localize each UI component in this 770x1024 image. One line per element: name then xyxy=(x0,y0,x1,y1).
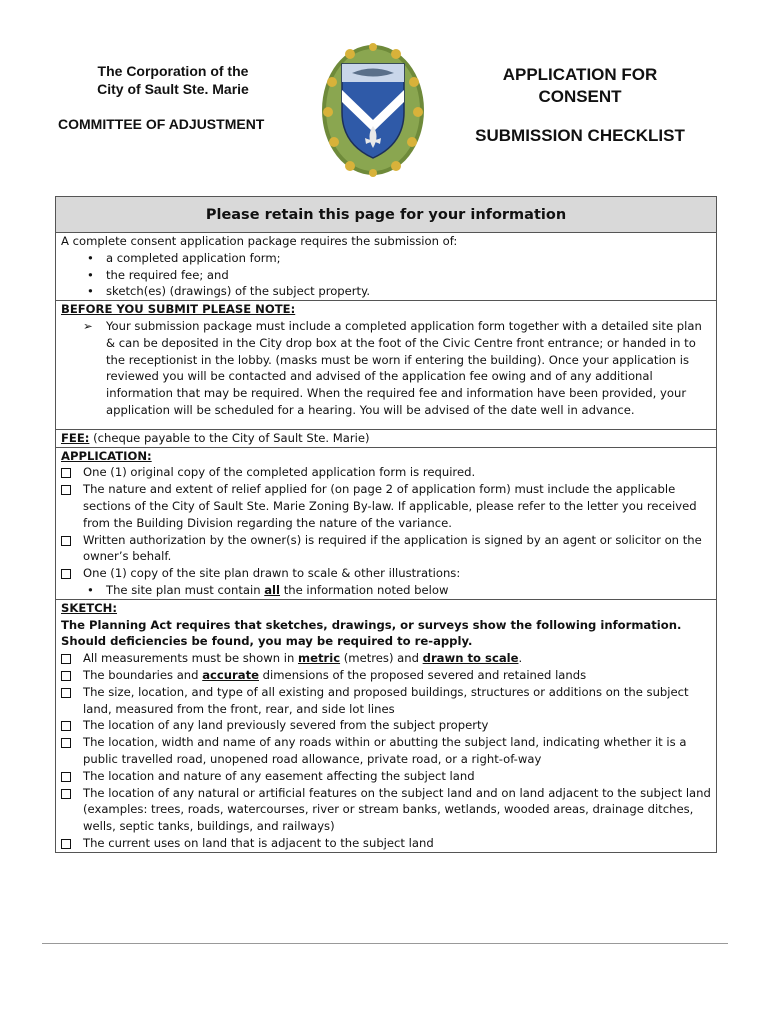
list-item xyxy=(61,318,712,419)
checkbox-icon[interactable] xyxy=(61,734,81,753)
checklist-table xyxy=(55,196,717,853)
bullet-icon: • xyxy=(87,267,94,282)
arrow-bullet-icon: ➢ xyxy=(83,318,93,333)
list-item xyxy=(61,768,712,785)
org-line-2: City of Sault Ste. Marie xyxy=(97,81,249,97)
application-item-4: One (1) copy of the site plan drawn to scale & other illustrations: xyxy=(83,566,461,581)
list-item xyxy=(61,481,712,531)
list-item xyxy=(61,717,712,734)
before-text: Your submission package must include a completed application form together with a detailed site plan & can be deposited in the City drop box at the foot of the Civic Centre front entrance; or handed in to the receptionist in the lobby. (masks must be worn if entering the building). Once your application is reviewed you will be contacted and advised of the application fee owing and of any additional information that may be required. When the required fee and information have been provided, your application will be scheduled for a hearing. You will be advised of the date well in advance. xyxy=(106,318,702,417)
intro-text: A complete consent application package requires the submission of: xyxy=(61,234,458,248)
sketch-second-pre: The boundaries and xyxy=(83,667,203,682)
sketch-first-mid: (metres) and xyxy=(340,651,423,666)
checkbox-icon[interactable] xyxy=(61,835,81,854)
list-item xyxy=(61,565,712,582)
fee-text: (cheque payable to the City of Sault Ste. Marie) xyxy=(89,430,370,445)
list-item xyxy=(61,734,712,768)
bullet-icon: • xyxy=(87,582,94,597)
list-item xyxy=(61,650,712,667)
checkbox-icon[interactable] xyxy=(61,532,81,551)
sketch-first-scale: drawn to scale xyxy=(422,651,519,666)
footer-divider xyxy=(42,943,728,944)
committee-name: COMMITTEE OF ADJUSTMENT xyxy=(58,116,265,132)
application-sub-pre: The site plan must contain xyxy=(106,582,265,597)
list-item xyxy=(61,250,712,267)
list-item xyxy=(61,667,712,684)
fee-label: FEE: xyxy=(61,430,90,445)
list-item xyxy=(61,464,712,481)
intro-item-2: the required fee; and xyxy=(106,267,229,282)
checkbox-icon[interactable] xyxy=(61,481,81,500)
application-sub-bold: all xyxy=(264,582,281,597)
sketch-first-post: . xyxy=(518,651,523,666)
list-item xyxy=(61,785,712,835)
list-item xyxy=(61,835,712,852)
document-title xyxy=(470,64,690,108)
before-section xyxy=(56,300,716,429)
sketch-item-3: The location, width and name of any roads within or abutting the subject land, indicating whether it is a public travelled road, unopened road allowance, private road, or a right-of-way xyxy=(83,735,687,766)
organization-name xyxy=(58,62,288,98)
sketch-item-1: The size, location, and type of all existing and proposed buildings, structures or additions on the subject land, measured from the front, rear, and side lot lines xyxy=(83,684,689,716)
application-item-2: The nature and extent of relief applied for (on page 2 of application form) must include the applicable sections of the City of Sault Ste. Marie Zoning By-law. If applicable, please refer to the letter you received from the Building Division regarding the nature of the variance. xyxy=(83,482,697,530)
sketch-heading: SKETCH: xyxy=(61,600,118,615)
sketch-item-5: The location of any natural or artificial features on the subject land and on land adjacent to the subject land (examples: trees, roads, watercourses, river or stream banks, wetlands, wooded areas, drainage ditches, wells, septic tanks, buildings, and railways) xyxy=(83,785,711,834)
title-line-2: CONSENT xyxy=(538,87,622,106)
before-heading: BEFORE YOU SUBMIT PLEASE NOTE: xyxy=(61,302,296,317)
bullet-icon: • xyxy=(87,250,94,265)
checkbox-icon[interactable] xyxy=(61,684,81,703)
intro-section xyxy=(56,232,716,300)
list-item xyxy=(61,582,712,599)
list-item xyxy=(61,532,712,566)
application-heading: APPLICATION: xyxy=(61,448,152,463)
title-line-1: APPLICATION FOR xyxy=(502,65,658,84)
list-item xyxy=(61,283,712,300)
retain-heading: Please retain this page for your information xyxy=(56,197,716,232)
sketch-first-pre: All measurements must be shown in xyxy=(83,651,299,666)
org-line-1: The Corporation of the xyxy=(97,63,249,79)
application-sub-post: the information noted below xyxy=(280,582,449,597)
document-subtitle: SUBMISSION CHECKLIST xyxy=(475,126,685,145)
fee-section xyxy=(56,429,716,447)
application-section xyxy=(56,447,716,599)
city-crest-icon xyxy=(320,42,426,178)
sketch-second-post: dimensions of the proposed severed and retained lands xyxy=(259,667,587,682)
sketch-first-metric: metric xyxy=(298,651,341,666)
sketch-item-4: The location and nature of any easement affecting the subject land xyxy=(83,768,475,783)
sketch-section xyxy=(56,599,716,852)
sketch-lead: The Planning Act requires that sketches, drawings, or surveys show the following information. Should deficiencies be found, you may be required to re-apply. xyxy=(61,617,682,649)
intro-item-1: a completed application form; xyxy=(106,250,281,265)
intro-item-3: sketch(es) (drawings) of the subject property. xyxy=(106,284,370,299)
sketch-item-2: The location of any land previously severed from the subject property xyxy=(83,718,489,733)
sketch-item-6: The current uses on land that is adjacent to the subject land xyxy=(83,835,434,850)
application-item-1: One (1) original copy of the completed application form is required. xyxy=(83,465,476,480)
list-item xyxy=(61,267,712,284)
list-item xyxy=(61,684,712,718)
bullet-icon: • xyxy=(87,284,94,299)
application-item-3: Written authorization by the owner(s) is required if the application is signed by an agent or solicitor on the owner’s behalf. xyxy=(83,532,702,564)
sketch-second-bold: accurate xyxy=(202,667,259,682)
checkbox-icon[interactable] xyxy=(61,785,81,804)
